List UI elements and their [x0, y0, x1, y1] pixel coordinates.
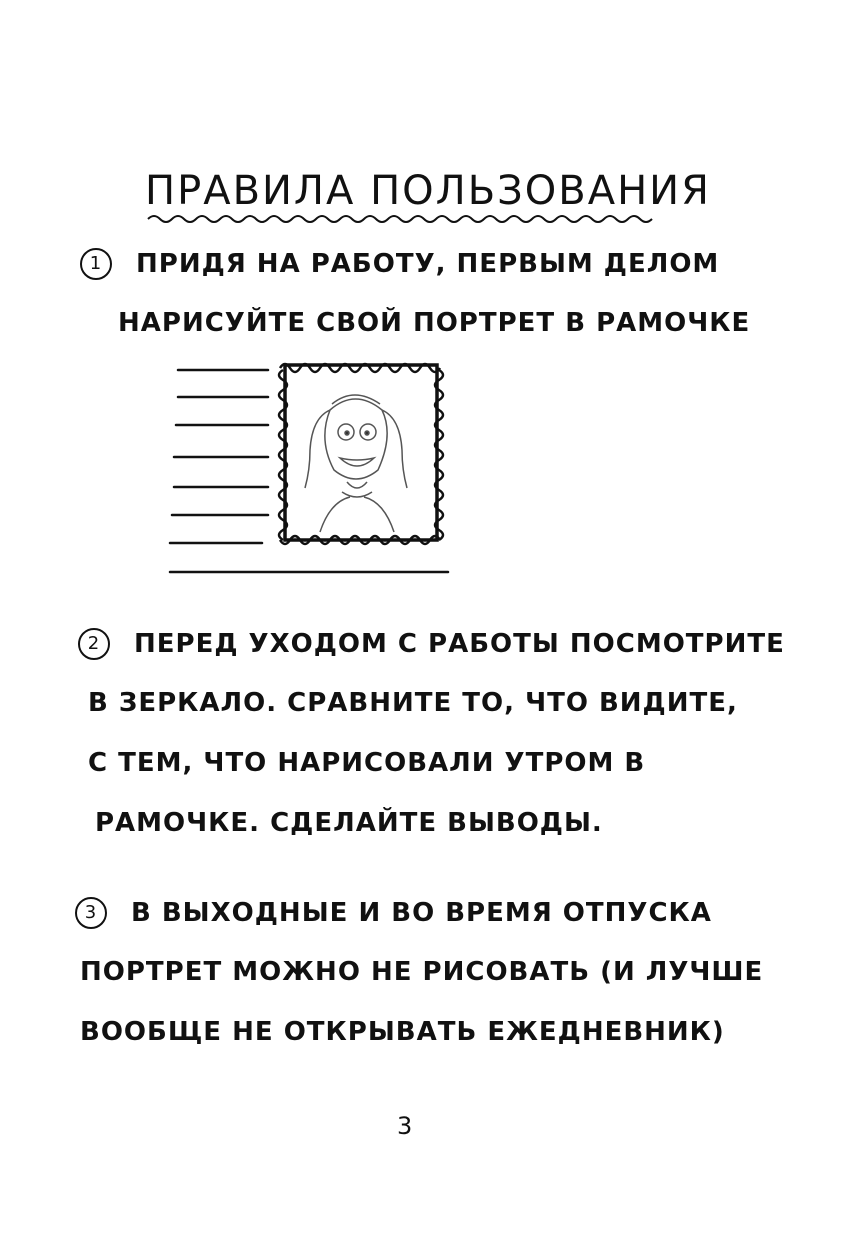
rule-line: НАРИСУЙТЕ СВОЙ ПОРТРЕТ В РАМОЧКЕ	[118, 308, 751, 338]
title-wavy-underline	[148, 216, 652, 222]
page-number: 3	[397, 1112, 413, 1140]
portrait-frame	[279, 364, 443, 544]
portrait-sketch	[305, 395, 407, 532]
rule-line: В ЗЕРКАЛО. СРАВНИТЕ ТО, ЧТО ВИДИТЕ,	[88, 688, 738, 718]
page-title: ПРАВИЛА ПОЛЬЗОВАНИЯ	[145, 168, 711, 214]
rule-line: РАМОЧКЕ. СДЕЛАЙТЕ ВЫВОДЫ.	[95, 808, 603, 838]
rule-number-badge: 3	[75, 897, 107, 929]
rule-line: ПОРТРЕТ МОЖНО НЕ РИСОВАТЬ (И ЛУЧШЕ	[80, 957, 764, 987]
rule-line: ПРИДЯ НА РАБОТУ, ПЕРВЫМ ДЕЛОМ	[136, 249, 720, 279]
rule-number-badge: 2	[78, 628, 110, 660]
rule-line: С ТЕМ, ЧТО НАРИСОВАЛИ УТРОМ В	[88, 748, 646, 778]
rule-line: В ВЫХОДНЫЕ И ВО ВРЕМЯ ОТПУСКА	[131, 898, 712, 928]
rule-number-badge: 1	[80, 248, 112, 280]
rule-line: ПЕРЕД УХОДОМ С РАБОТЫ ПОСМОТРИТЕ	[134, 629, 785, 659]
rule-line: ВООБЩЕ НЕ ОТКРЫВАТЬ ЕЖЕДНЕВНИК)	[80, 1017, 725, 1047]
